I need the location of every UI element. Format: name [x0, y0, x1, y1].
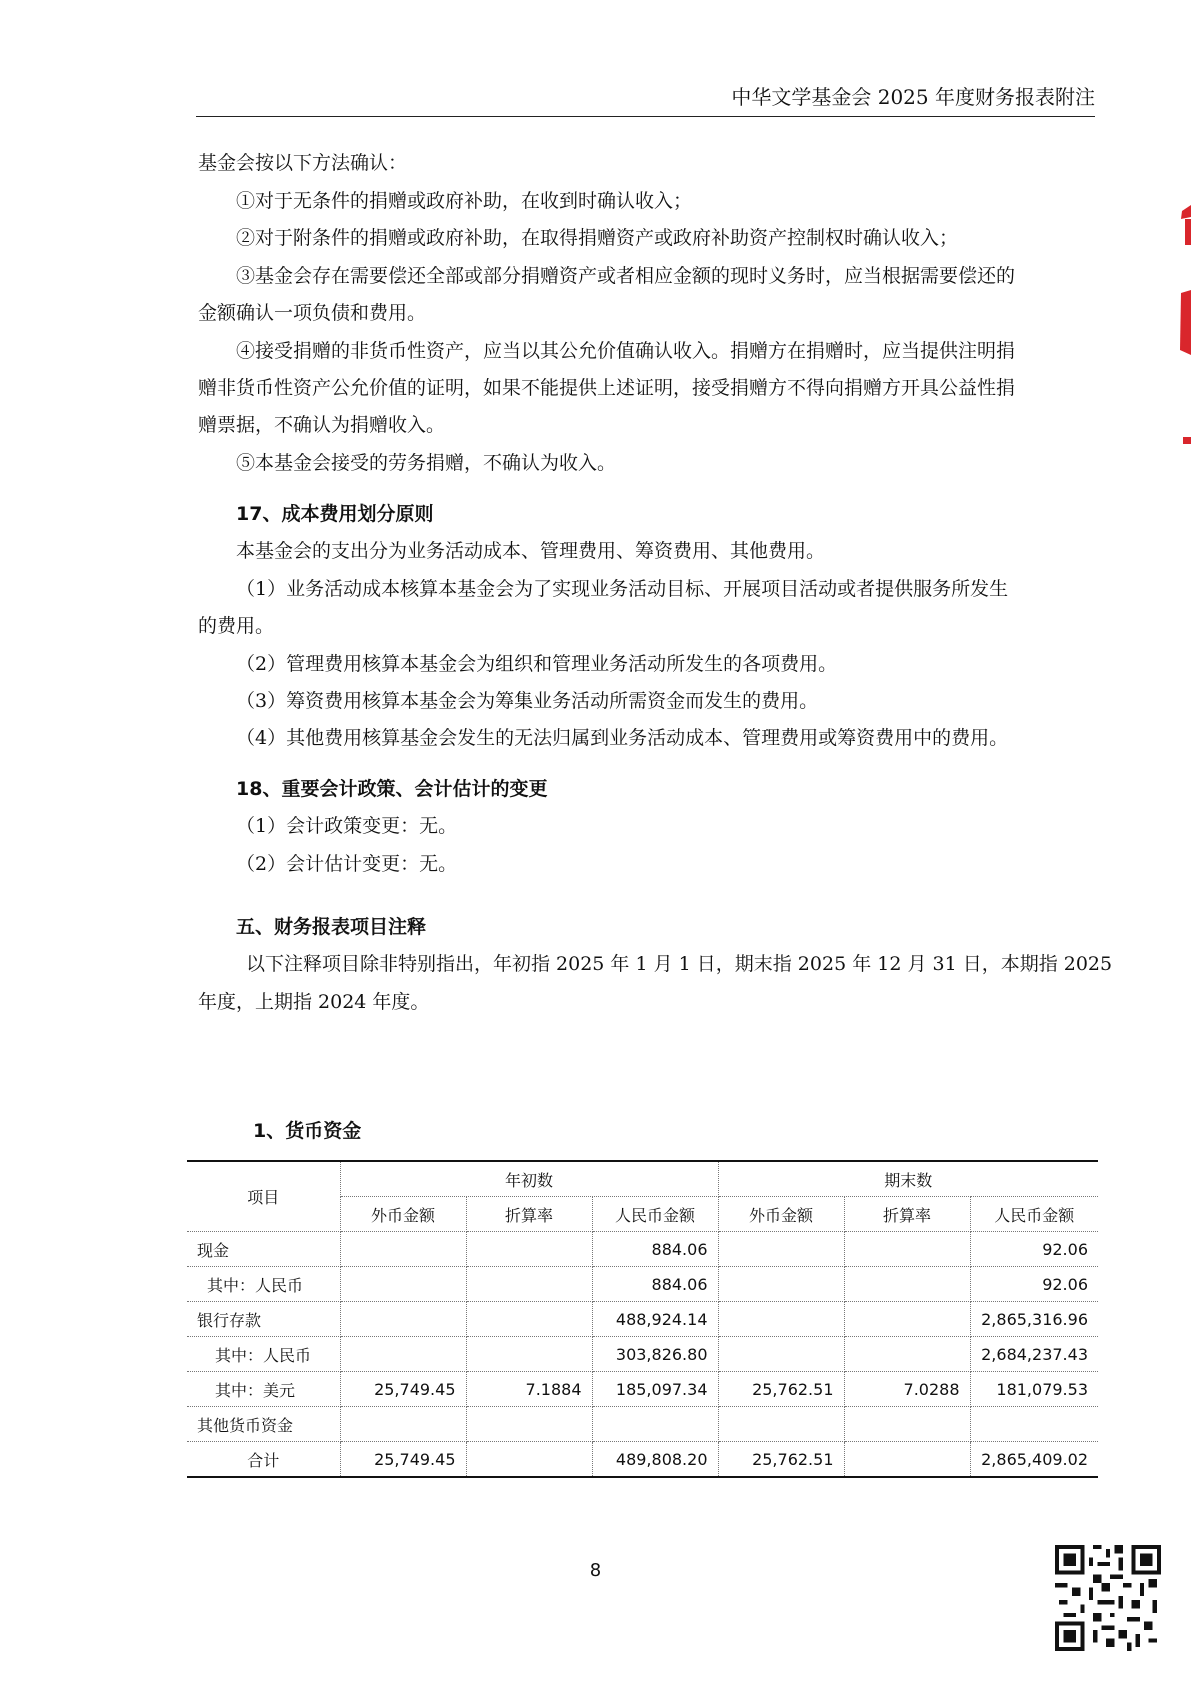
cell-end-foreign — [718, 1232, 844, 1267]
para-expense-2: （2）管理费用核算本基金会为组织和管理业务活动所发生的各项费用。 — [236, 653, 838, 675]
para-item-4-line2: 赠非货币性资产公允价值的证明，如果不能提供上述证明，接受捐赠方不得向捐赠方开具公益性捐 — [198, 377, 1016, 399]
heading-18: 18、重要会计政策、会计估计的变更 — [236, 778, 548, 800]
table-row — [187, 1232, 1098, 1267]
cell-end-rmb: 181,079.53 — [970, 1372, 1098, 1407]
para-item-3-line1: ③基金会存在需要偿还全部或部分捐赠资产或者相应金额的现时义务时，应当根据需要偿还的 — [236, 265, 1016, 287]
cell-start-foreign — [340, 1267, 466, 1302]
table-total-row — [187, 1442, 1098, 1478]
cell-start-rmb: 488,924.14 — [592, 1302, 718, 1337]
subheader-foreign-amount: 外币金额 — [340, 1197, 466, 1232]
para-item-4-line3: 赠票据，不确认为捐赠收入。 — [198, 414, 446, 436]
para-item-2: ②对于附条件的捐赠或政府补助，在取得捐赠资产或政府补助资产控制权时确认收入； — [236, 227, 959, 249]
para-expense-types: 本基金会的支出分为业务活动成本、管理费用、筹资费用、其他费用。 — [236, 540, 826, 562]
cell-start-foreign — [340, 1302, 466, 1337]
header-item: 项目 — [187, 1161, 340, 1232]
heading-17: 17、成本费用划分原则 — [236, 503, 434, 525]
cell-end-rate — [844, 1232, 970, 1267]
cell-start-rate — [466, 1232, 592, 1267]
table-header-row — [187, 1161, 1098, 1197]
cell-end-rmb: 2,684,237.43 — [970, 1337, 1098, 1372]
cell-start-rate — [466, 1302, 592, 1337]
cell-start-rmb: 884.06 — [592, 1232, 718, 1267]
row-label: 其中：美元 — [187, 1372, 340, 1407]
cell-end-foreign: 25,762.51 — [718, 1442, 844, 1478]
para-expense-1-line2: 的费用。 — [198, 615, 275, 637]
cell-start-rate — [466, 1407, 592, 1442]
subheader-rmb-amount: 人民币金额 — [592, 1197, 718, 1232]
cell-end-rate — [844, 1442, 970, 1478]
para-item-5: ⑤本基金会接受的劳务捐赠，不确认为收入。 — [236, 452, 617, 474]
para-item-1: ①对于无条件的捐赠或政府补助，在收到时确认收入； — [236, 190, 693, 212]
row-label: 其中：人民币 — [187, 1267, 340, 1302]
cell-end-foreign — [718, 1407, 844, 1442]
cell-end-rate: 7.0288 — [844, 1372, 970, 1407]
row-label: 其中：人民币 — [187, 1337, 340, 1372]
cell-start-rmb — [592, 1407, 718, 1442]
cell-end-rate — [844, 1407, 970, 1442]
cell-start-rate — [466, 1267, 592, 1302]
subheader-rmb-amount: 人民币金额 — [970, 1197, 1098, 1232]
table-row — [187, 1267, 1098, 1302]
cell-start-rate — [466, 1337, 592, 1372]
page-header — [196, 82, 1095, 117]
row-label: 其他货币资金 — [187, 1407, 340, 1442]
cell-start-rmb: 489,808.20 — [592, 1442, 718, 1478]
para-expense-3: （3）筹资费用核算本基金会为筹集业务活动所需资金而发生的费用。 — [236, 690, 819, 712]
cell-end-rate — [844, 1302, 970, 1337]
cell-end-foreign — [718, 1337, 844, 1372]
cell-start-rmb: 884.06 — [592, 1267, 718, 1302]
cell-start-rate — [466, 1442, 592, 1478]
header-end-of-period: 期末数 — [718, 1161, 1098, 1197]
cell-end-rmb: 92.06 — [970, 1232, 1098, 1267]
cell-end-foreign — [718, 1267, 844, 1302]
cell-start-foreign — [340, 1232, 466, 1267]
header-start-of-year: 年初数 — [340, 1161, 718, 1197]
cell-start-rmb: 303,826.80 — [592, 1337, 718, 1372]
para-expense-4: （4）其他费用核算基金会发生的无法归属到业务活动成本、管理费用或筹资费用中的费用。 — [236, 727, 1009, 749]
table-row — [187, 1302, 1098, 1337]
subheader-rate: 折算率 — [844, 1197, 970, 1232]
subheader-foreign-amount: 外币金额 — [718, 1197, 844, 1232]
cell-start-rate: 7.1884 — [466, 1372, 592, 1407]
cell-start-foreign — [340, 1407, 466, 1442]
cell-start-foreign: 25,749.45 — [340, 1372, 466, 1407]
table-row — [187, 1337, 1098, 1372]
para-method-intro: 基金会按以下方法确认： — [198, 152, 408, 174]
para-note-line1: 以下注释项目除非特别指出，年初指 2025 年 1 月 1 日，期末指 2025 年 12 月 31 日，本期指 2025 — [246, 953, 1113, 975]
page-number: 8 — [589, 1560, 602, 1581]
para-expense-1-line1: （1）业务活动成本核算本基金会为了实现业务活动目标、开展项目活动或者提供服务所发生 — [236, 578, 1009, 600]
heading-section-5: 五、财务报表项目注释 — [236, 916, 427, 938]
cell-end-rate — [844, 1267, 970, 1302]
qr-code-icon — [1055, 1545, 1161, 1651]
cell-start-foreign: 25,749.45 — [340, 1442, 466, 1478]
table-row — [187, 1407, 1098, 1442]
cell-end-rate — [844, 1337, 970, 1372]
cell-end-rmb: 92.06 — [970, 1267, 1098, 1302]
seal-stamp-fragment — [1177, 205, 1191, 455]
row-label: 银行存款 — [187, 1302, 340, 1337]
cell-start-rmb: 185,097.34 — [592, 1372, 718, 1407]
cash-funds-table — [187, 1160, 1098, 1478]
heading-cash-funds: 1、货币资金 — [253, 1120, 362, 1142]
row-label: 合计 — [187, 1442, 340, 1478]
table-row — [187, 1372, 1098, 1407]
para-item-4-line1: ④接受捐赠的非货币性资产，应当以其公允价值确认收入。捐赠方在捐赠时，应当提供注明捐 — [236, 340, 1016, 362]
cell-end-foreign — [718, 1302, 844, 1337]
cell-end-rmb: 2,865,316.96 — [970, 1302, 1098, 1337]
para-policy-change: （1）会计政策变更：无。 — [236, 815, 458, 837]
para-note-line2: 年度，上期指 2024 年度。 — [198, 991, 430, 1013]
cell-end-rmb — [970, 1407, 1098, 1442]
cell-start-foreign — [340, 1337, 466, 1372]
header-title: 中华文学基金会 2025 年度财务报表附注 — [731, 85, 1095, 109]
row-label: 现金 — [187, 1232, 340, 1267]
para-item-3-line2: 金额确认一项负债和费用。 — [198, 302, 427, 324]
cell-end-rmb: 2,865,409.02 — [970, 1442, 1098, 1478]
para-estimate-change: （2）会计估计变更：无。 — [236, 853, 458, 875]
cell-end-foreign: 25,762.51 — [718, 1372, 844, 1407]
subheader-rate: 折算率 — [466, 1197, 592, 1232]
